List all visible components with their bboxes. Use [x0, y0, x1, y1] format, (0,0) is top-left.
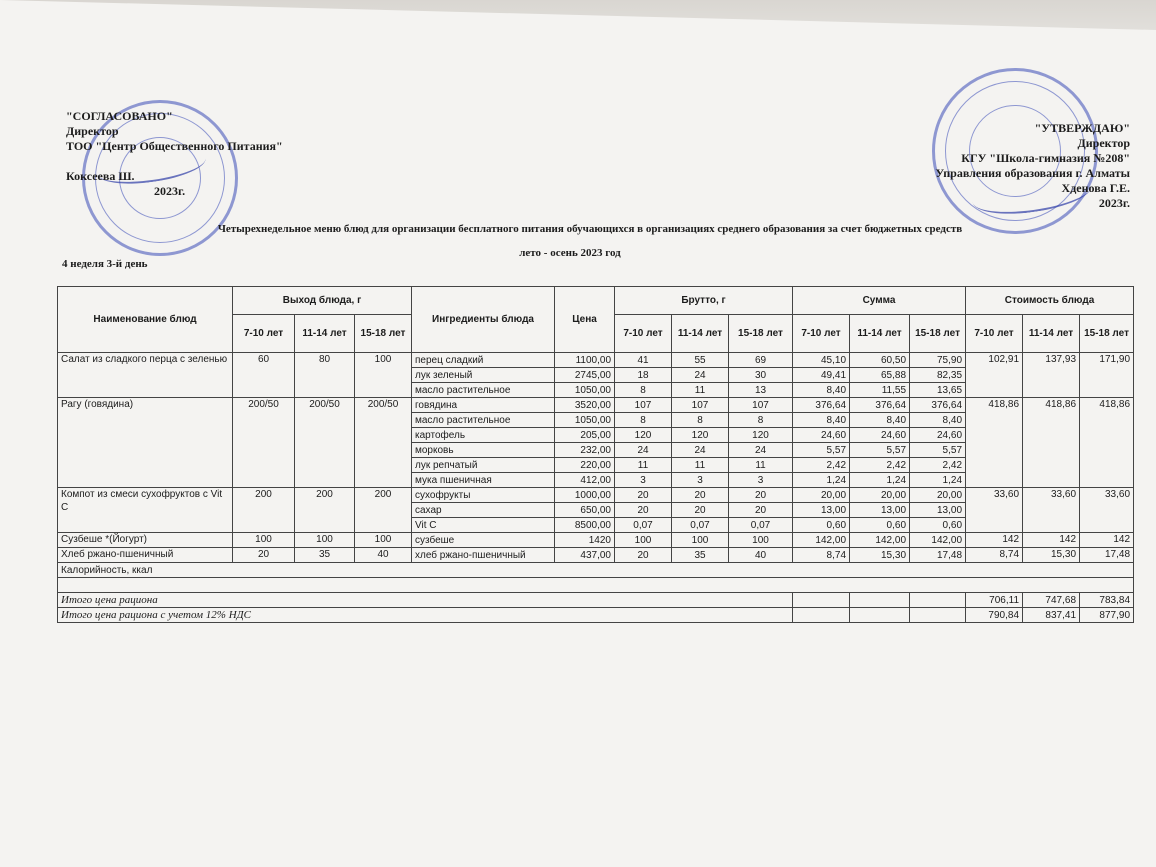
ingredient-sum: 8,40 [793, 383, 850, 398]
empty-cell [910, 593, 966, 608]
ingredient-brutto: 100 [729, 533, 793, 548]
ingredient-brutto: 8 [672, 413, 729, 428]
ingredient-name: масло растительное [412, 413, 555, 428]
dish-cost: 33,60 [966, 488, 1023, 533]
ingredient-brutto: 20 [729, 488, 793, 503]
ingredient-name: лук репчатый [412, 458, 555, 473]
ingredient-sum: 24,60 [850, 428, 910, 443]
ingredient-price: 437,00 [555, 548, 615, 563]
header-ingredients: Ингредиенты блюда [412, 287, 555, 353]
ingredient-sum: 13,00 [793, 503, 850, 518]
dish-cost: 102,91 [966, 353, 1023, 398]
dish-cost: 142 [966, 533, 1023, 548]
dish-cost: 142 [1080, 533, 1134, 548]
approval-right-name: Хденова Г.Е. [1061, 181, 1130, 195]
approval-right [935, 121, 1130, 211]
header-age: 11-14 лет [295, 315, 355, 353]
total-vat-value: 877,90 [1080, 608, 1134, 623]
ingredient-sum: 17,48 [910, 548, 966, 563]
ingredient-sum: 65,88 [850, 368, 910, 383]
ingredient-brutto: 20 [729, 503, 793, 518]
ingredient-brutto: 24 [672, 368, 729, 383]
ingredient-price: 1420 [555, 533, 615, 548]
header-brutto: Брутто, г [615, 287, 793, 315]
dish-cost: 17,48 [1080, 548, 1134, 563]
empty-row [58, 578, 1134, 593]
ingredient-sum: 142,00 [793, 533, 850, 548]
ingredient-name: сухофрукты [412, 488, 555, 503]
ingredient-sum: 376,64 [793, 398, 850, 413]
ingredient-brutto: 24 [615, 443, 672, 458]
ingredient-sum: 1,24 [793, 473, 850, 488]
approval-left-name: Коксеева Ш. [66, 169, 135, 183]
ingredient-brutto: 20 [615, 488, 672, 503]
dish-yield: 200 [233, 488, 295, 533]
dish-cost: 8,74 [966, 548, 1023, 563]
ingredient-brutto: 120 [615, 428, 672, 443]
table-row [58, 398, 1134, 413]
table-row [58, 488, 1134, 503]
dish-yield: 100 [295, 533, 355, 548]
approval-right-heading: "УТВЕРЖДАЮ" [1034, 121, 1130, 135]
empty-cell [910, 608, 966, 623]
ingredient-brutto: 11 [729, 458, 793, 473]
ingredient-brutto: 8 [615, 383, 672, 398]
calories-row: Калорийность, ккал [58, 563, 1134, 578]
ingredient-price: 220,00 [555, 458, 615, 473]
ingredient-sum: 8,40 [910, 413, 966, 428]
approval-right-date: 2023г. [1098, 196, 1130, 210]
ingredient-brutto: 20 [672, 488, 729, 503]
ingredient-sum: 24,60 [793, 428, 850, 443]
ingredient-sum: 5,57 [910, 443, 966, 458]
dish-cost: 418,86 [1080, 398, 1134, 488]
table-row [58, 548, 1134, 563]
ingredient-sum: 0,60 [910, 518, 966, 533]
ingredient-sum: 5,57 [793, 443, 850, 458]
ingredient-price: 205,00 [555, 428, 615, 443]
header-dish: Наименование блюд [58, 287, 233, 353]
header-sum: Сумма [793, 287, 966, 315]
ingredient-name: мука пшеничная [412, 473, 555, 488]
ingredient-brutto: 120 [729, 428, 793, 443]
ingredient-price: 232,00 [555, 443, 615, 458]
ingredient-sum: 15,30 [850, 548, 910, 563]
ingredient-price: 8500,00 [555, 518, 615, 533]
ingredient-brutto: 20 [672, 503, 729, 518]
ingredient-brutto: 24 [729, 443, 793, 458]
dish-cost: 171,90 [1080, 353, 1134, 398]
ingredient-brutto: 107 [729, 398, 793, 413]
header-age: 15-18 лет [910, 315, 966, 353]
ingredient-sum: 20,00 [850, 488, 910, 503]
ingredient-sum: 13,00 [910, 503, 966, 518]
approval-right-dept: Управления образования г. Алматы [935, 166, 1130, 180]
ingredient-name: масло растительное [412, 383, 555, 398]
ingredient-brutto: 20 [615, 548, 672, 563]
ingredient-sum: 13,00 [850, 503, 910, 518]
week-day-label: 4 неделя 3-й день [62, 258, 148, 270]
ingredient-name: сузбеше [412, 533, 555, 548]
dish-name: Сузбеше *(Йогурт) [58, 533, 233, 548]
approval-left-heading: "СОГЛАСОВАНО" [66, 109, 173, 123]
ingredient-sum: 45,10 [793, 353, 850, 368]
dish-yield: 200/50 [295, 398, 355, 488]
ingredient-price: 650,00 [555, 503, 615, 518]
ingredient-sum: 2,42 [910, 458, 966, 473]
header-age: 11-14 лет [1023, 315, 1080, 353]
ingredient-sum: 0,60 [793, 518, 850, 533]
dish-name: Рагу (говядина) [58, 398, 233, 488]
dish-yield: 200 [355, 488, 412, 533]
header-age: 11-14 лет [672, 315, 729, 353]
ingredient-sum: 8,74 [793, 548, 850, 563]
header-age: 15-18 лет [729, 315, 793, 353]
ingredient-name: говядина [412, 398, 555, 413]
ingredient-sum: 1,24 [850, 473, 910, 488]
ingredient-price: 412,00 [555, 473, 615, 488]
header-age: 15-18 лет [355, 315, 412, 353]
ingredient-brutto: 11 [615, 458, 672, 473]
ingredient-sum: 376,64 [910, 398, 966, 413]
ingredient-brutto: 0,07 [615, 518, 672, 533]
ingredient-name: перец сладкий [412, 353, 555, 368]
dish-yield: 35 [295, 548, 355, 563]
dish-yield: 200/50 [233, 398, 295, 488]
empty-cell [793, 608, 850, 623]
total-label: Итого цена рациона [58, 593, 793, 608]
dish-yield: 100 [355, 353, 412, 398]
dish-cost: 33,60 [1023, 488, 1080, 533]
approval-left-date: 2023г. [154, 184, 186, 198]
ingredient-sum: 49,41 [793, 368, 850, 383]
dish-cost: 418,86 [1023, 398, 1080, 488]
dish-name: Салат из сладкого перца с зеленью [58, 353, 233, 398]
dish-yield: 60 [233, 353, 295, 398]
ingredient-brutto: 0,07 [672, 518, 729, 533]
ingredient-brutto: 107 [615, 398, 672, 413]
total-value: 783,84 [1080, 593, 1134, 608]
approval-left-position: Директор [66, 124, 119, 138]
total-vat-value: 790,84 [966, 608, 1023, 623]
ingredient-sum: 60,50 [850, 353, 910, 368]
ingredient-brutto: 11 [672, 383, 729, 398]
dish-yield: 40 [355, 548, 412, 563]
ingredient-brutto: 100 [672, 533, 729, 548]
ingredient-brutto: 107 [672, 398, 729, 413]
ingredient-sum: 82,35 [910, 368, 966, 383]
dish-cost: 418,86 [966, 398, 1023, 488]
empty-cell [850, 593, 910, 608]
ingredient-sum: 20,00 [910, 488, 966, 503]
ingredient-brutto: 55 [672, 353, 729, 368]
header-price: Цена [555, 287, 615, 353]
ingredient-brutto: 24 [672, 443, 729, 458]
ingredient-brutto: 8 [615, 413, 672, 428]
ingredient-name: картофель [412, 428, 555, 443]
menu-table [57, 286, 1134, 623]
ingredient-name: хлеб ржано-пшеничный [412, 548, 555, 563]
ingredient-sum: 142,00 [850, 533, 910, 548]
header-cost: Стоимость блюда [966, 287, 1134, 315]
empty-cell [850, 608, 910, 623]
approval-left-org: ТОО "Центр Общественного Питания" [66, 139, 283, 153]
ingredient-sum: 142,00 [910, 533, 966, 548]
ingredient-brutto: 3 [672, 473, 729, 488]
ingredient-sum: 5,57 [850, 443, 910, 458]
ingredient-sum: 2,42 [793, 458, 850, 473]
table-row [58, 533, 1134, 548]
dish-name: Компот из смеси сухофруктов с Vit C [58, 488, 233, 533]
ingredient-brutto: 120 [672, 428, 729, 443]
header-age: 7-10 лет [615, 315, 672, 353]
document-title: Четырехнедельное меню блюд для организации бесплатного питания обучающихся в организациях среднего образования за счет бюджетных средств [217, 223, 963, 235]
ingredient-price: 1050,00 [555, 413, 615, 428]
header-yield: Выход блюда, г [233, 287, 412, 315]
total-value: 747,68 [1023, 593, 1080, 608]
ingredient-name: лук зеленый [412, 368, 555, 383]
ingredient-brutto: 41 [615, 353, 672, 368]
ingredient-brutto: 69 [729, 353, 793, 368]
ingredient-brutto: 0,07 [729, 518, 793, 533]
ingredient-sum: 8,40 [850, 413, 910, 428]
menu-body [58, 353, 1134, 563]
empty-cell [793, 593, 850, 608]
table-row [58, 353, 1134, 368]
header-age: 7-10 лет [966, 315, 1023, 353]
dish-yield: 100 [355, 533, 412, 548]
ingredient-price: 1000,00 [555, 488, 615, 503]
ingredient-brutto: 35 [672, 548, 729, 563]
document-subtitle: лето - осень 2023 год [519, 247, 621, 259]
total-value: 706,11 [966, 593, 1023, 608]
total-vat-value: 837,41 [1023, 608, 1080, 623]
ingredient-sum: 20,00 [793, 488, 850, 503]
ingredient-brutto: 18 [615, 368, 672, 383]
dish-yield: 200 [295, 488, 355, 533]
dish-yield: 100 [233, 533, 295, 548]
dish-yield: 80 [295, 353, 355, 398]
ingredient-sum: 75,90 [910, 353, 966, 368]
ingredient-brutto: 40 [729, 548, 793, 563]
dish-cost: 137,93 [1023, 353, 1080, 398]
ingredient-brutto: 11 [672, 458, 729, 473]
dish-name: Хлеб ржано-пшеничный [58, 548, 233, 563]
dish-yield: 20 [233, 548, 295, 563]
ingredient-sum: 13,65 [910, 383, 966, 398]
total-vat-label: Итого цена рациона с учетом 12% НДС [58, 608, 793, 623]
dish-yield: 200/50 [355, 398, 412, 488]
ingredient-brutto: 13 [729, 383, 793, 398]
ingredient-brutto: 20 [615, 503, 672, 518]
ingredient-brutto: 8 [729, 413, 793, 428]
ingredient-brutto: 3 [615, 473, 672, 488]
approval-left [66, 109, 283, 199]
ingredient-price: 1050,00 [555, 383, 615, 398]
ingredient-brutto: 100 [615, 533, 672, 548]
ingredient-sum: 1,24 [910, 473, 966, 488]
header-age: 11-14 лет [850, 315, 910, 353]
ingredient-price: 1100,00 [555, 353, 615, 368]
ingredient-name: Vit C [412, 518, 555, 533]
header-age: 7-10 лет [793, 315, 850, 353]
ingredient-sum: 24,60 [910, 428, 966, 443]
ingredient-sum: 2,42 [850, 458, 910, 473]
ingredient-brutto: 3 [729, 473, 793, 488]
ingredient-brutto: 30 [729, 368, 793, 383]
ingredient-name: сахар [412, 503, 555, 518]
approval-right-org: КГУ "Школа-гимназия №208" [961, 151, 1130, 165]
header-age: 15-18 лет [1080, 315, 1134, 353]
header-age: 7-10 лет [233, 315, 295, 353]
ingredient-sum: 0,60 [850, 518, 910, 533]
approval-right-position: Директор [1077, 136, 1130, 150]
dish-cost: 33,60 [1080, 488, 1134, 533]
ingredient-price: 3520,00 [555, 398, 615, 413]
dish-cost: 15,30 [1023, 548, 1080, 563]
ingredient-name: морковь [412, 443, 555, 458]
ingredient-sum: 8,40 [793, 413, 850, 428]
ingredient-sum: 376,64 [850, 398, 910, 413]
ingredient-sum: 11,55 [850, 383, 910, 398]
ingredient-price: 2745,00 [555, 368, 615, 383]
dish-cost: 142 [1023, 533, 1080, 548]
